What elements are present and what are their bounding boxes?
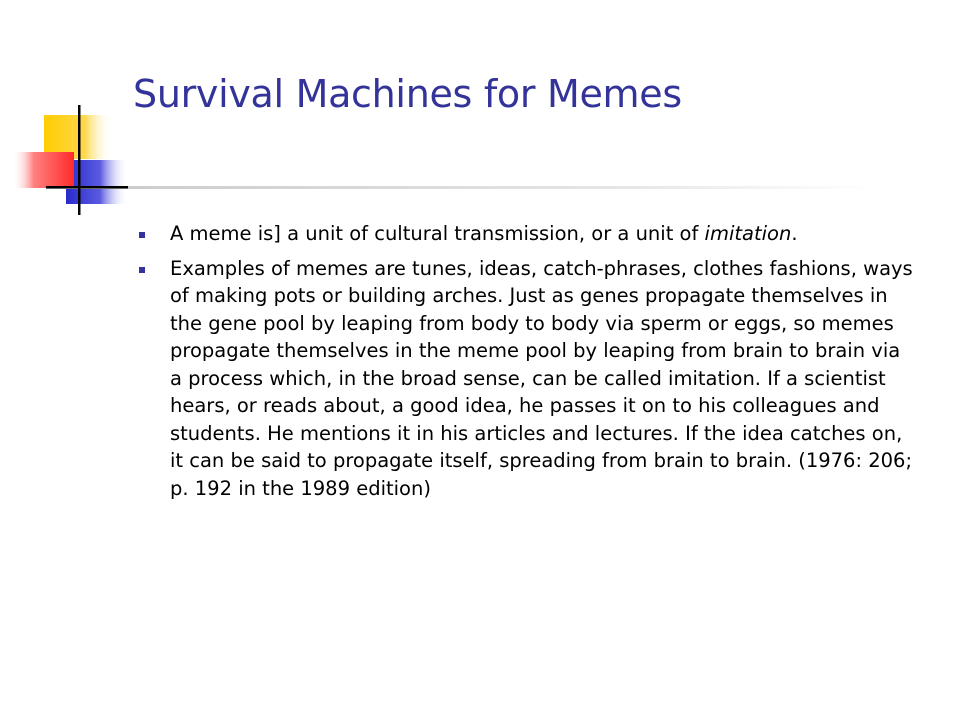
horizontal-rule xyxy=(46,186,128,189)
slide-title: Survival Machines for Memes xyxy=(133,72,682,116)
bullet-square-icon xyxy=(139,232,145,238)
bullet-item xyxy=(135,255,915,503)
bullet-text: Examples of memes are tunes, ideas, catch-phrases, clothes fashions, ways of making pots or building arches. Just as genes propagate themselves in the gene pool by leaping from body to body via sperm or eggs, so memes propagate themselves in the meme pool by leaping from brain to brain via a process which, in the broad sense, can be called imitation. If a scientist hears, or reads about, a good idea, he passes it on to his colleagues and students. He mentions it in his articles and lectures. If the idea catches on, it can be said to propagate itself, spreading from brain to brain. (1976: 206; p. 192 in the 1989 edition) xyxy=(170,256,913,500)
bullet-text: A meme is] a unit of cultural transmission, or a unit of imitation. xyxy=(170,222,798,245)
blue-square xyxy=(66,160,128,204)
vertical-rule xyxy=(78,105,81,215)
title-divider xyxy=(46,186,876,189)
red-square xyxy=(12,152,74,188)
bullet-item xyxy=(135,220,915,248)
bullet-square-icon xyxy=(139,267,145,273)
bullet-list xyxy=(135,220,915,509)
